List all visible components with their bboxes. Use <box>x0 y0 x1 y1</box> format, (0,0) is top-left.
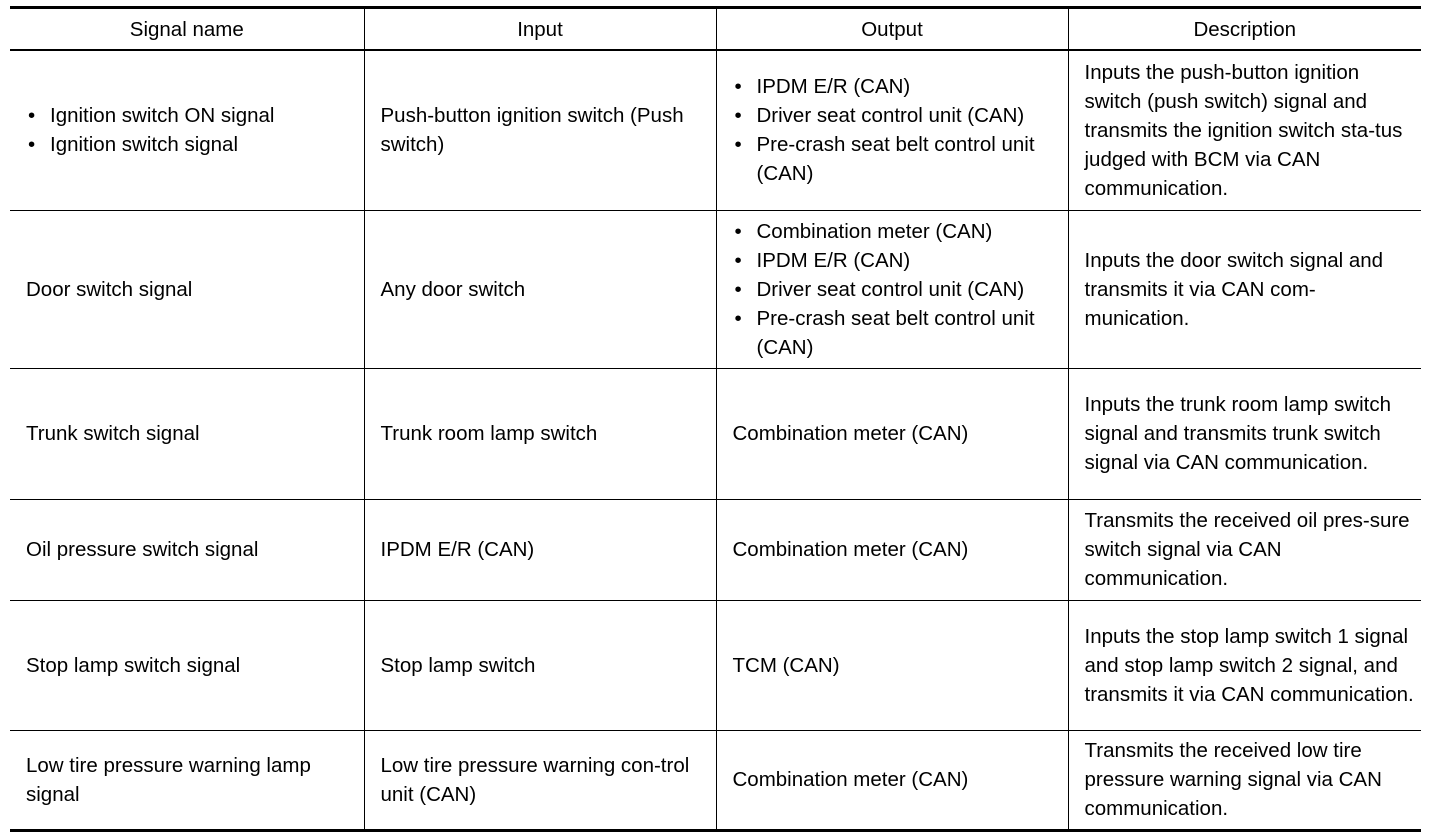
cell-description: Transmits the received oil pres-sure switch signal via CAN communication. <box>1068 499 1421 600</box>
cell-input: Trunk room lamp switch <box>364 368 716 499</box>
table-row <box>10 210 1421 368</box>
list-item: • Ignition switch signal <box>26 130 356 159</box>
output-list <box>733 72 1060 188</box>
cell-signal-name: Stop lamp switch signal <box>10 600 364 730</box>
header-signal-name: Signal name <box>10 8 364 51</box>
header-description: Description <box>1068 8 1421 51</box>
list-item: • IPDM E/R (CAN) <box>733 246 1060 275</box>
table-row <box>10 499 1421 600</box>
cell-output <box>716 210 1068 368</box>
table-row <box>10 600 1421 730</box>
cell-output: Combination meter (CAN) <box>716 499 1068 600</box>
signal-table <box>10 6 1421 832</box>
cell-signal-name: Door switch signal <box>10 210 364 368</box>
signal-name-list <box>26 101 356 159</box>
cell-input: Any door switch <box>364 210 716 368</box>
table-header-row <box>10 8 1421 51</box>
header-input: Input <box>364 8 716 51</box>
cell-output: Combination meter (CAN) <box>716 730 1068 830</box>
cell-signal-name: Low tire pressure warning lamp signal <box>26 753 311 806</box>
output-list <box>733 217 1060 362</box>
cell-input: Stop lamp switch <box>364 600 716 730</box>
list-item: • Pre-crash seat belt control unit (CAN) <box>733 304 1060 362</box>
cell-description: Transmits the received low tire pressure warning signal via CAN communication. <box>1068 730 1421 830</box>
cell-input: Push-button ignition switch (Push switch) <box>364 50 716 210</box>
cell-output: Combination meter (CAN) <box>716 368 1068 499</box>
table-row <box>10 368 1421 499</box>
cell-input: IPDM E/R (CAN) <box>364 499 716 600</box>
list-item: • Pre-crash seat belt control unit (CAN) <box>733 130 1060 188</box>
cell-input: Low tire pressure warning con-trol unit (CAN) <box>364 730 716 830</box>
table-row <box>10 50 1421 210</box>
cell-output <box>716 50 1068 210</box>
list-item: • IPDM E/R (CAN) <box>733 72 1060 101</box>
list-item: • Driver seat control unit (CAN) <box>733 101 1060 130</box>
list-item: • Driver seat control unit (CAN) <box>733 275 1060 304</box>
table-row <box>10 730 1421 830</box>
cell-description: Inputs the trunk room lamp switch signal and transmits trunk switch signal via CAN communication. <box>1068 368 1421 499</box>
cell-output: TCM (CAN) <box>716 600 1068 730</box>
header-output: Output <box>716 8 1068 51</box>
cell-description: Inputs the door switch signal and transmits it via CAN com-munication. <box>1068 210 1421 368</box>
list-item: • Ignition switch ON signal <box>26 101 356 130</box>
cell-signal-name: Trunk switch signal <box>10 368 364 499</box>
cell-description: Inputs the stop lamp switch 1 signal and stop lamp switch 2 signal, and transmits it via CAN communication. <box>1068 600 1421 730</box>
cell-description: Inputs the push-button ignition switch (push switch) signal and transmits the ignition switch sta-tus judged with BCM via CAN communication. <box>1068 50 1421 210</box>
cell-signal-name <box>10 50 364 210</box>
cell-signal-name: Oil pressure switch signal <box>10 499 364 600</box>
list-item: • Combination meter (CAN) <box>733 217 1060 246</box>
